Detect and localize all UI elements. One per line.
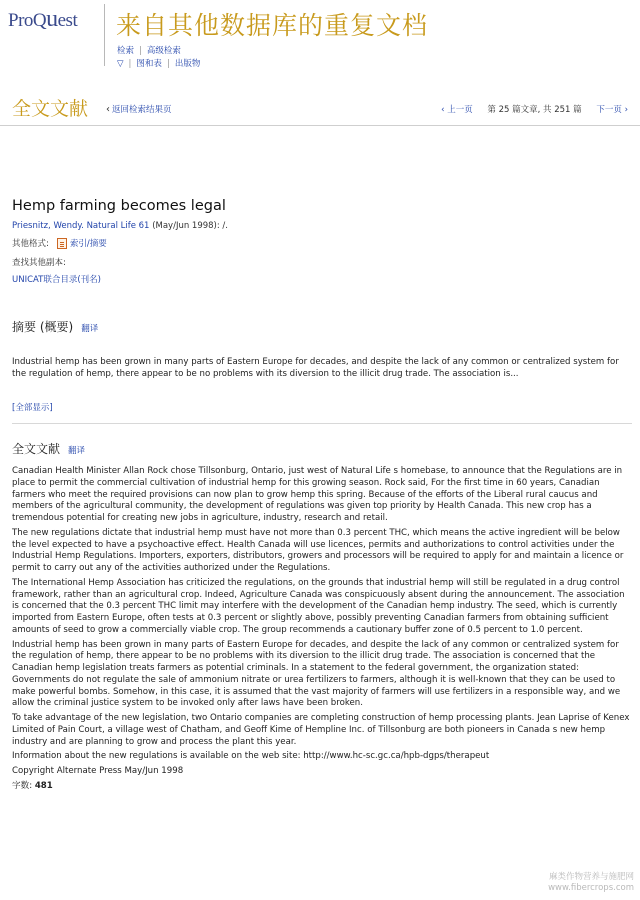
fulltext-paragraph: Canadian Health Minister Allan Rock chose Tillsonburg, Ontario, just west of Natural Life s homebase, to announce that the Regulations are in place to permit the commercial cultivation of industrial hemp for this growing season. Rock said, For the first time in 60 years, Canadian farmers who meet the required provisions can now plan to grow hemp this spring. Because of the efforts of the Liberal rural caucus and members of the agricultural community, the development of regulations was given top priority by Health Canada. This new crop has a tremendous potential for creating new jobs in agriculture, industry, research and retail.: [12, 466, 623, 523]
other-formats-row: [12, 237, 107, 249]
citation-line: [12, 221, 228, 231]
fulltext-heading: 全文文献 翻译: [12, 442, 86, 456]
nav-more-dropdown-icon[interactable]: ▽: [117, 59, 124, 69]
fulltext-paragraph: Information about the new regulations is available on the web site: http://www.hc-sc.gc.ca/hpb-dgps/therapeut: [12, 751, 490, 762]
abstract-text: Industrial hemp has been grown in many parts of Eastern Europe for decades, and despite the lack of any common or centralized system for the regulation of hemp, there appear to be no problems with its diversion to the illicit drug trade. The association is...: [12, 357, 619, 379]
nav-figures-tables-link[interactable]: 图和表: [136, 59, 162, 69]
author-publication-link[interactable]: Priesnitz, Wendy. Natural Life 61: [12, 221, 150, 231]
find-copy-label: 查找其他副本:: [12, 258, 66, 268]
word-count-value: 481: [34, 780, 53, 791]
fulltext-toolbar: [0, 86, 640, 126]
fulltext-translate-link[interactable]: 翻译: [68, 446, 86, 456]
back-to-results-link[interactable]: ‹ 返回检索结果页: [106, 104, 172, 115]
show-all-link[interactable]: [全部显示]: [12, 403, 53, 413]
result-position: 第 25 篇文章, 共 251 篇: [487, 105, 582, 115]
database-title: 来自其他数据库的重复文档: [116, 11, 429, 40]
other-formats-label: 其他格式:: [12, 239, 49, 249]
abstract-heading: 摘要 (概要) 翻译: [12, 320, 99, 334]
publication-date: (May/Jun 1998): /.: [152, 221, 229, 231]
nav-row-primary: 检索 | 高级检索: [117, 46, 181, 56]
site-watermark: 麻类作物营养与施肥网 www.fibercrops.com: [548, 872, 634, 893]
prev-page-link[interactable]: ‹ 上一页: [441, 105, 473, 115]
fulltext-paragraph: To take advantage of the new legislation, two Ontario companies are completing construction of hemp processing plants. Jean Laprise of Kenex Limited of Pain Court, a village west of Chatham, and Geoff Kime of Hempline Inc. of Tillsonburg are both pioneers in Canada s new hemp industry and are planning to grow and process the plant this year.: [12, 713, 630, 747]
nav-advanced-search-link[interactable]: 高级检索: [146, 46, 181, 56]
proquest-logo[interactable]: ProQuest: [8, 6, 78, 32]
fulltext-paragraph: The International Hemp Association has criticized the regulations, on the grounds that industrial hemp will still be regulated in a drug control framework, rather than an agricultural crop. Indeed, Agriculture Canada was conspicuously absent during the announcement. The association is concerned that the 0.3 percent THC limit may interfere with the development of the Canadian hemp industry. The seed, which is currently imported from Eastern Europe, often tests at 0.3 percent or slightly above, possibly preventing Canadian farmers from obtaining sufficient amounts of seed to grow a commercially viable crop. The group recommends a cautionary buffer zone of 0.5 percent to 1.0 percent.: [12, 577, 625, 635]
nav-publications-link[interactable]: 出版物: [174, 59, 201, 69]
document-icon: [57, 238, 67, 249]
nav-basic-search-link[interactable]: 检索: [117, 46, 135, 56]
section-divider: [12, 423, 632, 424]
index-abstract-link[interactable]: 索引/摘要: [69, 239, 107, 249]
copyright-line: Copyright Alternate Press May/Jun 1998: [12, 766, 184, 776]
next-page-link[interactable]: 下一页 ›: [596, 105, 628, 115]
fulltext-paragraph: The new regulations dictate that industrial hemp must have not more than 0.3 percent THC, which means the active ingredient will be below the level expected to have a psychoactive effect. Health Canada will use licences, permits and authorizations to control activities under the Industrial Hemp Regulations. Importers, exporters, distributors, growers and processors will be required to apply for and maintain a licence or permit to carry out any of the activities authorized under the Regulations.: [12, 527, 624, 573]
word-count: 字数: 481: [12, 780, 53, 791]
article-title: Hemp farming becomes legal: [12, 198, 226, 214]
back-arrow-icon: ‹: [106, 104, 110, 115]
fulltext-body: [12, 466, 632, 793]
header-divider: [104, 4, 105, 66]
app-header: [0, 0, 640, 72]
unicat-catalog-link[interactable]: UNICAT联合目录(刊名): [12, 275, 102, 285]
abstract-translate-link[interactable]: 翻译: [81, 324, 99, 334]
unicat-catalog-row: [12, 273, 101, 285]
prev-arrow-icon: ‹: [441, 105, 448, 115]
next-arrow-icon: ›: [621, 105, 628, 115]
page-title: 全文文献: [12, 98, 89, 120]
nav-row-secondary: ▽ | 图和表 | 出版物: [117, 59, 201, 69]
fulltext-paragraph: Industrial hemp has been grown in many parts of Eastern Europe for decades, and despite the lack of any common or centralized system for the regulation of hemp, there appear to be no problems with its diversion to the illicit drug trade. The association is concerned that the Canadian hemp legislation treats farmers as potential criminals. In a statement to the federal government, the organization stated: Governments do not regulate the sale of ammonium nitrate or urea fertilizers to farmers, although it is well-known that they can be used to make powerful bombs. Somehow, in this case, it is assumed that the vast majority of farmers will use fertilizers in a responsible way, and we allow the criminal justice system to be invoked only after laws have been broken.: [12, 639, 621, 709]
result-pager: [441, 103, 628, 115]
